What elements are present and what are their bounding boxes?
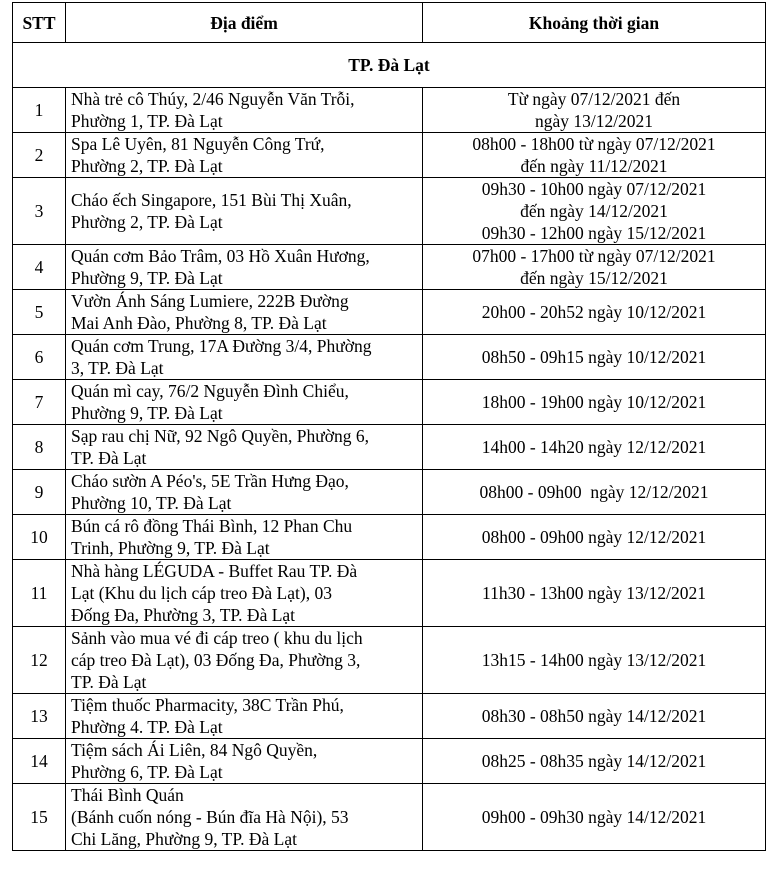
location-line: Phường 9, TP. Đà Lạt xyxy=(71,268,223,288)
location-line: Phường 2, TP. Đà Lạt xyxy=(71,156,223,176)
time-line: đến ngày 14/12/2021 xyxy=(520,201,668,221)
table-row xyxy=(13,784,766,851)
location-line: Tiệm sách Ái Liên, 84 Ngô Quyền, xyxy=(71,740,318,760)
section-row xyxy=(13,43,766,88)
location-line: Chi Lăng, Phường 9, TP. Đà Lạt xyxy=(71,829,297,849)
table-row xyxy=(13,694,766,739)
location-line: TP. Đà Lạt xyxy=(71,448,147,468)
location-line: TP. Đà Lạt xyxy=(71,672,147,692)
location-line: Nhà hàng LÉGUDA - Buffet Rau TP. Đà xyxy=(71,561,358,581)
row-location xyxy=(66,178,423,245)
row-stt: 6 xyxy=(13,335,66,380)
row-location xyxy=(66,88,423,133)
row-time xyxy=(423,88,766,133)
location-line: Phường 1, TP. Đà Lạt xyxy=(71,111,223,131)
row-stt: 5 xyxy=(13,290,66,335)
row-stt: 8 xyxy=(13,425,66,470)
time-line: ngày 13/12/2021 xyxy=(534,111,654,131)
row-time xyxy=(423,133,766,178)
location-line: Phường 2, TP. Đà Lạt xyxy=(71,212,223,232)
row-location xyxy=(66,470,423,515)
row-location xyxy=(66,560,423,627)
location-line: Trinh, Phường 9, TP. Đà Lạt xyxy=(71,538,270,558)
row-location xyxy=(66,694,423,739)
row-stt: 3 xyxy=(13,178,66,245)
row-time xyxy=(423,290,766,335)
row-time xyxy=(423,380,766,425)
location-line: (Bánh cuốn nóng - Bún đĩa Hà Nội), 53 xyxy=(71,807,349,827)
row-time xyxy=(423,425,766,470)
location-line: Nhà trẻ cô Thúy, 2/46 Nguyễn Văn Trỗi, xyxy=(71,89,355,109)
row-stt: 15 xyxy=(13,784,66,851)
row-location xyxy=(66,515,423,560)
row-time xyxy=(423,335,766,380)
location-line: Phường 6, TP. Đà Lạt xyxy=(71,762,223,782)
table-row xyxy=(13,739,766,784)
row-stt: 9 xyxy=(13,470,66,515)
time-line: đến ngày 15/12/2021 xyxy=(520,268,668,288)
location-line: Cháo sườn A Péo's, 5E Trần Hưng Đạo, xyxy=(71,471,349,491)
location-line: Thái Bình Quán xyxy=(71,785,184,805)
table-row xyxy=(13,245,766,290)
row-stt: 7 xyxy=(13,380,66,425)
time-line: 11h30 - 13h00 ngày 13/12/2021 xyxy=(482,583,706,603)
header-location: Địa điểm xyxy=(66,3,423,43)
header-row xyxy=(13,3,766,43)
table-row xyxy=(13,425,766,470)
location-line: cáp treo Đà Lạt), 03 Đống Đa, Phường 3, xyxy=(71,650,361,670)
row-time xyxy=(423,784,766,851)
table-row xyxy=(13,470,766,515)
location-line: Quán cơm Trung, 17A Đường 3/4, Phường xyxy=(71,336,372,356)
table-row xyxy=(13,515,766,560)
row-time xyxy=(423,694,766,739)
location-line: Quán mì cay, 76/2 Nguyễn Đình Chiểu, xyxy=(71,381,349,401)
location-line: Tiệm thuốc Pharmacity, 38C Trần Phú, xyxy=(71,695,344,715)
table-row xyxy=(13,88,766,133)
time-line: 08h30 - 08h50 ngày 14/12/2021 xyxy=(481,706,707,726)
time-line: 08h00 - 09h00 ngày 12/12/2021 xyxy=(479,482,709,502)
row-location xyxy=(66,245,423,290)
time-line: 14h00 - 14h20 ngày 12/12/2021 xyxy=(481,437,707,457)
table-row xyxy=(13,290,766,335)
row-location xyxy=(66,290,423,335)
row-time xyxy=(423,178,766,245)
row-time xyxy=(423,627,766,694)
row-time xyxy=(423,739,766,784)
row-time xyxy=(423,515,766,560)
row-location xyxy=(66,739,423,784)
location-line: Vườn Ánh Sáng Lumiere, 222B Đường xyxy=(71,291,349,311)
table-row xyxy=(13,627,766,694)
location-line: Mai Anh Đào, Phường 8, TP. Đà Lạt xyxy=(71,313,327,333)
time-line: 13h15 - 14h00 ngày 13/12/2021 xyxy=(481,650,707,670)
location-line: Phường 10, TP. Đà Lạt xyxy=(71,493,232,513)
row-time xyxy=(423,470,766,515)
row-stt: 11 xyxy=(13,560,66,627)
locations-table xyxy=(12,2,766,851)
row-stt: 12 xyxy=(13,627,66,694)
row-stt: 1 xyxy=(13,88,66,133)
row-stt: 2 xyxy=(13,133,66,178)
location-line: Cháo ếch Singapore, 151 Bùi Thị Xuân, xyxy=(71,190,352,210)
time-line: 08h50 - 09h15 ngày 10/12/2021 xyxy=(481,347,707,367)
table-row xyxy=(13,560,766,627)
time-line: 09h00 - 09h30 ngày 14/12/2021 xyxy=(481,807,707,827)
table-row xyxy=(13,380,766,425)
row-location xyxy=(66,133,423,178)
row-location xyxy=(66,380,423,425)
table-row xyxy=(13,335,766,380)
row-location xyxy=(66,784,423,851)
header-time: Khoảng thời gian xyxy=(423,3,766,43)
time-line: 07h00 - 17h00 từ ngày 07/12/2021 xyxy=(472,246,716,266)
time-line: 20h00 - 20h52 ngày 10/12/2021 xyxy=(481,302,707,322)
time-line: đến ngày 11/12/2021 xyxy=(520,156,668,176)
row-time xyxy=(423,245,766,290)
header-stt: STT xyxy=(13,3,66,43)
time-line: 09h30 - 12h00 ngày 15/12/2021 xyxy=(481,223,707,243)
location-line: Quán cơm Bảo Trâm, 03 Hồ Xuân Hương, xyxy=(71,246,370,266)
time-line: Từ ngày 07/12/2021 đến xyxy=(507,89,681,109)
location-line: Phường 4. TP. Đà Lạt xyxy=(71,717,223,737)
row-location xyxy=(66,425,423,470)
table-row xyxy=(13,178,766,245)
location-line: Đống Đa, Phường 3, TP. Đà Lạt xyxy=(71,605,296,625)
row-stt: 4 xyxy=(13,245,66,290)
time-line: 08h25 - 08h35 ngày 14/12/2021 xyxy=(481,751,707,771)
location-line: Sạp rau chị Nữ, 92 Ngô Quyền, Phường 6, xyxy=(71,426,369,446)
row-location xyxy=(66,335,423,380)
time-line: 08h00 - 18h00 từ ngày 07/12/2021 xyxy=(472,134,716,154)
location-line: Bún cá rô đồng Thái Bình, 12 Phan Chu xyxy=(71,516,353,536)
table-row xyxy=(13,133,766,178)
section-title: TP. Đà Lạt xyxy=(13,43,766,88)
location-line: Lạt (Khu du lịch cáp treo Đà Lạt), 03 xyxy=(71,583,332,603)
location-line: Spa Lê Uyên, 81 Nguyễn Công Trứ, xyxy=(71,134,325,154)
row-location xyxy=(66,627,423,694)
time-line: 08h00 - 09h00 ngày 12/12/2021 xyxy=(481,527,707,547)
row-stt: 13 xyxy=(13,694,66,739)
location-line: Sảnh vào mua vé đi cáp treo ( khu du lịch xyxy=(71,628,363,648)
time-line: 09h30 - 10h00 ngày 07/12/2021 xyxy=(481,179,707,199)
location-line: Phường 9, TP. Đà Lạt xyxy=(71,403,223,423)
location-line: 3, TP. Đà Lạt xyxy=(71,358,164,378)
row-time xyxy=(423,560,766,627)
row-stt: 14 xyxy=(13,739,66,784)
row-stt: 10 xyxy=(13,515,66,560)
time-line: 18h00 - 19h00 ngày 10/12/2021 xyxy=(481,392,707,412)
